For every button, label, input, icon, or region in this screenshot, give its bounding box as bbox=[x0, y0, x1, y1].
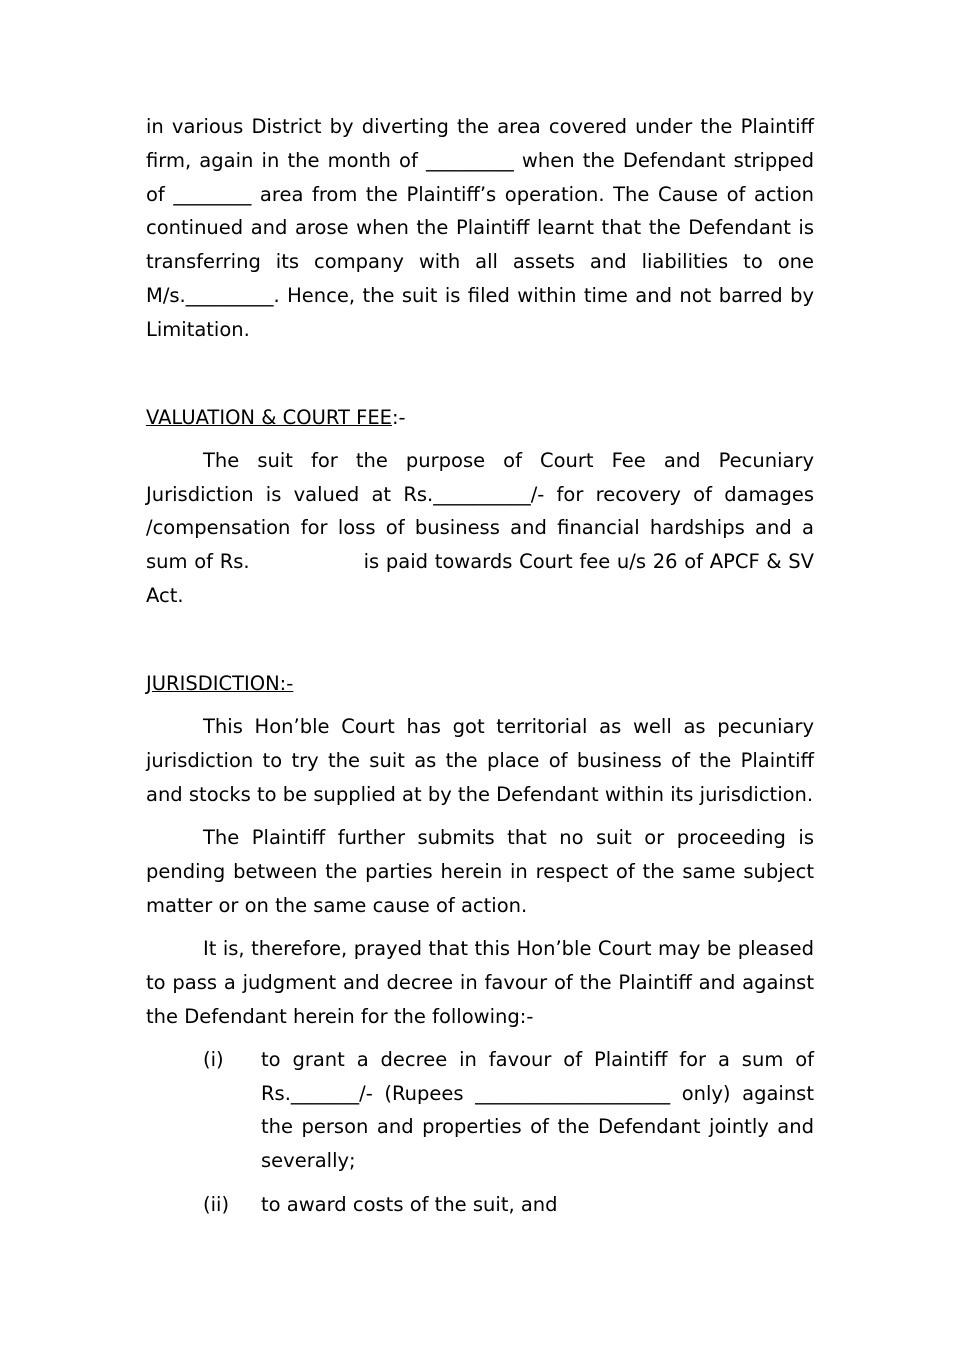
prayer-text: to grant a decree in favour of Plaintiff for a sum of Rs._______/- (Rupees ____________________ only) against the person and properties of the Defendant jointly and severally; bbox=[261, 1047, 814, 1173]
jurisdiction-heading bbox=[146, 667, 814, 701]
jurisdiction-heading-text: JURISDICTION:- bbox=[146, 671, 294, 695]
jurisdiction-paragraph-1: This Hon’ble Court has got territorial as well as pecuniary jurisdiction to try the suit as the place of business of the Plaintiff and stocks to be supplied at by the Defendant within its jurisdiction. bbox=[146, 715, 814, 806]
intro-paragraph: in various District by diverting the area covered under the Plaintiff firm, again in the month of _________ when the Defendant stripped of ________ area from the Plaintiff’s operation. The Cause of action continued and arose when the Plaintiff learnt that the Defendant is transferring its company with all assets and liabilities to one M/s._________. Hence, the suit is filed within time and not barred by Limitation. bbox=[146, 115, 814, 341]
paragraph-spacer bbox=[146, 812, 814, 822]
prayer-intro-paragraph: It is, therefore, prayed that this Hon’ble Court may be pleased to pass a judgment and decree in favour of the Plaintiff and against the Defendant herein for the following:- bbox=[146, 936, 814, 1028]
valuation-heading bbox=[146, 401, 814, 435]
document-page bbox=[146, 110, 821, 1221]
jurisdiction-paragraph-2: The Plaintiff further submits that no suit or proceeding is pending between the parties herein in respect of the same subject matter or on the same cause of action. bbox=[146, 826, 814, 917]
valuation-heading-suffix: :- bbox=[391, 405, 406, 429]
prayer-item-2 bbox=[146, 1188, 814, 1222]
paragraph-spacer bbox=[146, 922, 814, 932]
prayer-list bbox=[146, 1043, 814, 1221]
prayer-number: (ii) bbox=[203, 1192, 230, 1216]
valuation-heading-text: VALUATION & COURT FEE bbox=[146, 405, 392, 429]
paragraph-spacer bbox=[146, 434, 814, 444]
section-spacer bbox=[146, 613, 814, 667]
paragraph-spacer bbox=[146, 1033, 814, 1043]
prayer-text: to award costs of the suit, and bbox=[261, 1192, 558, 1216]
prayer-number: (i) bbox=[203, 1047, 224, 1071]
prayer-item-1 bbox=[146, 1043, 814, 1178]
paragraph-spacer bbox=[146, 701, 814, 711]
valuation-paragraph: The suit for the purpose of Court Fee and Pecuniary Jurisdiction is valued at Rs.__________/- for recovery of damages /compensation for loss of business and financial hardships and a sum of Rs. is paid towards Court fee u/s 26 of APCF & SV Act. bbox=[146, 448, 821, 608]
section-spacer bbox=[146, 347, 814, 401]
prayer-spacer bbox=[146, 1178, 814, 1188]
